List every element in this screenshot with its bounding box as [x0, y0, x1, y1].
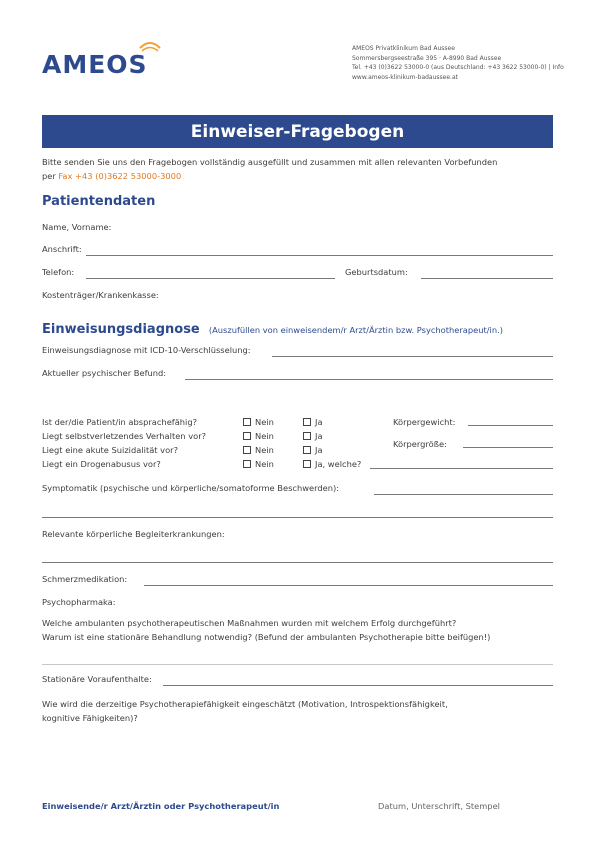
- page-title: Einweiser-Fragebogen: [190, 121, 405, 142]
- checkbox-yes[interactable]: [303, 418, 311, 426]
- ameos-logo: [42, 38, 182, 80]
- title-bar: [42, 115, 553, 148]
- symptoms-label: Symptomatik (psychische und körperliche/somatoforme Beschwerden):: [42, 483, 340, 493]
- question-label: Liegt eine akute Suizidalität vor?: [42, 445, 178, 455]
- symptoms-field-line2[interactable]: [42, 517, 553, 518]
- comorbidity-label: Relevante körperliche Begleiterkrankungen:: [42, 529, 225, 539]
- ability-question-1: Wie wird die derzeitige Psychotherapiefähigkeit eingeschätzt (Motivation, Introspektionsfähigkeit,: [42, 699, 448, 709]
- phone-field[interactable]: [86, 278, 335, 279]
- symptoms-field[interactable]: [374, 494, 553, 495]
- checkbox-no[interactable]: [243, 432, 251, 440]
- height-label: Körpergröße:: [393, 439, 447, 449]
- fax-number: Fax +43 (0)3622 53000-3000: [58, 171, 182, 181]
- previous-stays-label: Stationäre Voraufenthalte:: [42, 674, 152, 684]
- address-label: Anschrift:: [42, 244, 82, 254]
- clinic-info-line: Tel. +43 (0)3622 53000-0 (aus Deutschland: +43 3622 53000-0) | Info: [352, 64, 564, 71]
- diagnosis-heading-row: [42, 318, 503, 337]
- intro-text-line2: [42, 171, 181, 181]
- clinic-info-line: AMEOS Privatklinikum Bad Aussee: [352, 45, 455, 52]
- signature-label: Datum, Unterschrift, Stempel: [378, 801, 500, 811]
- ambulant-question-2: Warum ist eine stationäre Behandlung notwendig? (Befund der ambulanten Psychotherapie bitte beifügen!): [42, 632, 491, 642]
- phone-label: Telefon:: [42, 267, 75, 277]
- question-label: Liegt selbstverletzendes Verhalten vor?: [42, 431, 207, 441]
- diagnosis-subheading: (Auszufüllen von einweisendem/r Arzt/Ärztin bzw. Psychotherapeut/in.): [208, 325, 503, 335]
- checkbox-no[interactable]: [243, 460, 251, 468]
- option-yes-label: Ja: [315, 431, 323, 441]
- checkbox-yes[interactable]: [303, 460, 311, 468]
- option-no-label: Nein: [255, 417, 274, 427]
- comorbidity-field[interactable]: [42, 562, 553, 563]
- intro-prefix: per: [42, 171, 59, 181]
- clinic-info-line: Sommersbergseestraße 395 · A-8990 Bad Aussee: [352, 54, 502, 62]
- name-label: Name, Vorname:: [42, 222, 112, 232]
- clinic-info: [352, 44, 564, 82]
- previous-stays-field[interactable]: [163, 685, 553, 686]
- checkbox-yes[interactable]: [303, 432, 311, 440]
- option-no-label: Nein: [255, 431, 274, 441]
- birthdate-field[interactable]: [421, 278, 553, 279]
- ability-question-2: kognitive Fähigkeiten)?: [42, 713, 138, 723]
- pain-medication-field[interactable]: [144, 585, 553, 586]
- diagnosis-section-heading: Einweisungsdiagnose: [42, 322, 200, 337]
- psych-finding-label: Aktueller psychischer Befund:: [42, 368, 167, 378]
- clinic-info-line: www.ameos-klinikum-badaussee.at: [352, 73, 458, 81]
- logo-text: AMEOS: [42, 50, 148, 79]
- drug-type-field[interactable]: [370, 468, 553, 469]
- intro-text: Bitte senden Sie uns den Fragebogen vollständig ausgefüllt und zusammen mit allen relevanten Vorbefunden: [42, 157, 498, 167]
- checkbox-yes[interactable]: [303, 446, 311, 454]
- question-label: Ist der/die Patient/in absprachefähig?: [42, 417, 198, 427]
- weight-label: Körpergewicht:: [393, 417, 456, 427]
- birthdate-label: Geburtsdatum:: [345, 267, 408, 277]
- checkbox-no[interactable]: [243, 418, 251, 426]
- icd-field[interactable]: [272, 356, 553, 357]
- ambulant-question-1: Welche ambulanten psychotherapeutischen Maßnahmen wurden mit welchem Erfolg durchgeführt?: [42, 618, 457, 628]
- referrer-label: Einweisende/r Arzt/Ärztin oder Psychotherapeut/in: [42, 801, 280, 811]
- option-yes-label: Ja: [315, 417, 323, 427]
- height-field[interactable]: [463, 447, 553, 448]
- insurance-label: Kostenträger/Krankenkasse:: [42, 290, 159, 300]
- patient-section-heading: Patientendaten: [42, 194, 156, 209]
- psychopharmaceuticals-label: Psychopharmaka:: [42, 597, 116, 607]
- option-no-label: Nein: [255, 445, 274, 455]
- option-yes-label: Ja, welche?: [315, 459, 362, 469]
- icd-label: Einweisungsdiagnose mit ICD-10-Verschlüsselung:: [42, 345, 251, 355]
- option-no-label: Nein: [255, 459, 274, 469]
- divider: [42, 664, 553, 665]
- address-field[interactable]: [86, 255, 553, 256]
- psych-finding-field[interactable]: [185, 379, 553, 380]
- question-label: Liegt ein Drogenabusus vor?: [42, 459, 161, 469]
- option-yes-label: Ja: [315, 445, 323, 455]
- pain-medication-label: Schmerzmedikation:: [42, 574, 128, 584]
- checkbox-no[interactable]: [243, 446, 251, 454]
- weight-field[interactable]: [468, 425, 553, 426]
